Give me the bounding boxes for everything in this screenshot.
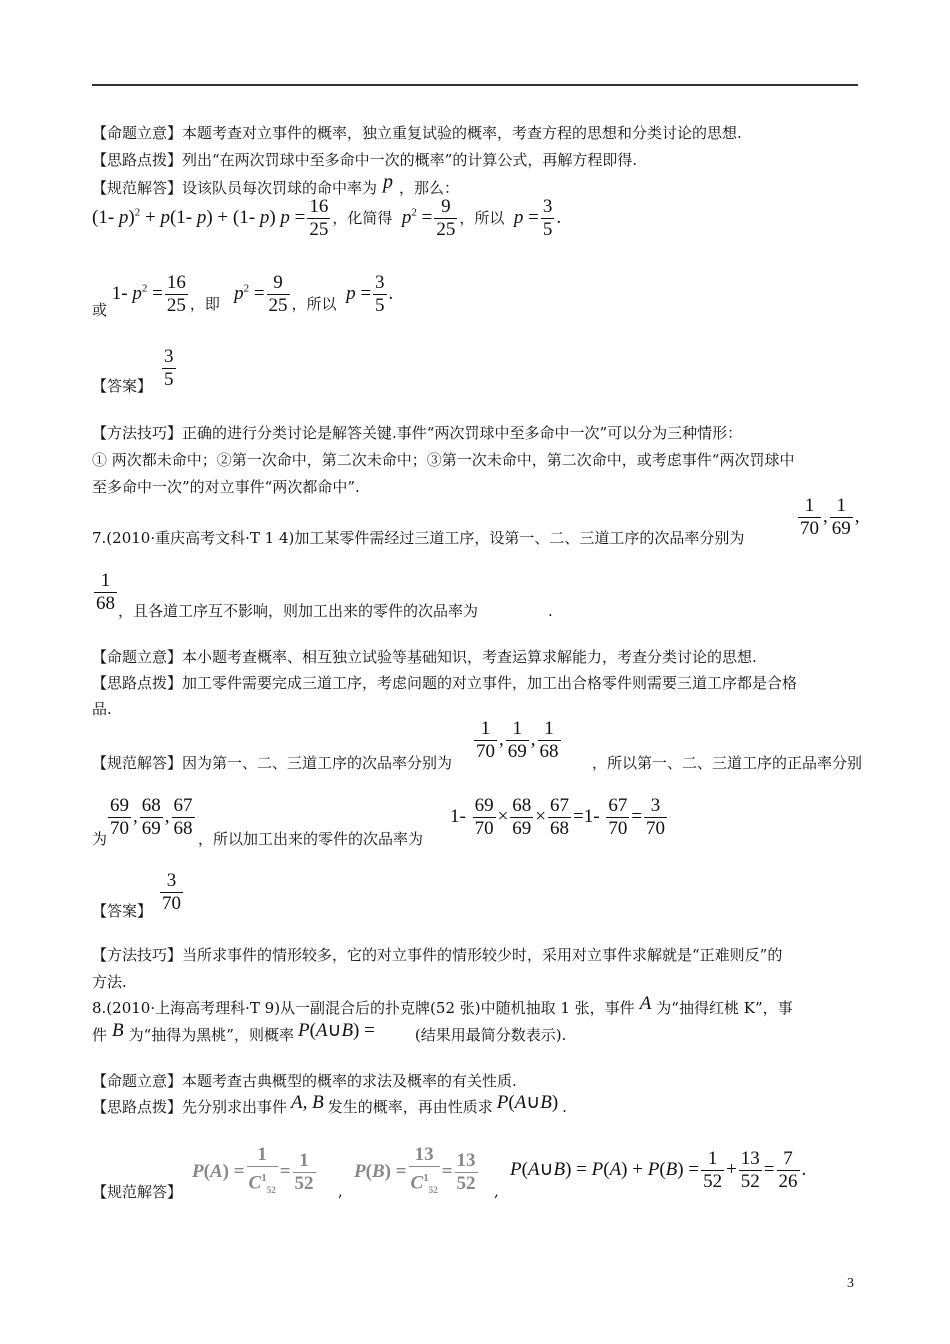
p6-guifan: 【规范解答】设该队员每次罚球的命中率为 p ，那么： [92,171,460,197]
p7-answer-value: 3 70 [162,870,181,914]
p6-fangfa: 【方法技巧】正确的进行分类讨论是解答关键.事件“两次罚球中至多命中一次”可以分为三种情形： [92,424,743,442]
header-rule [92,84,858,86]
p8-mingti: 【命题立意】本题考查古典概型的概率的求法及概率的有关性质. [92,1072,517,1090]
p7-question: 7.(2010·重庆高考文科·T 1 4)加工某零件需经过三道工序，设第一、二、三道工序的次品率分别为 [92,529,745,547]
p8-guifan: 【规范解答】 [92,1183,183,1201]
p7-question-fraction-3: $\frac{1}{68}$ [96,570,115,614]
p7-fangfa-2: 方法. [92,973,127,991]
p7-pass-rates: $\frac{69}{70}$ , $\frac{68}{69}$ , $\frac{67}{68}$ [110,795,193,839]
p7-answer-label: 【答案】 [92,902,153,920]
p8-prob-b: P(B) = $\frac{13}{C^1_{52}}$ = $\frac{13}{52}$ [354,1144,480,1201]
p8-prob-union: P(A∪B) = P(A) + P(B) = $\frac{1}{52}$ + $\frac{13}{52}$ = $\frac{7}{26}$ . [510,1148,807,1192]
p8-comma-2: , [494,1182,499,1200]
p8-prob-a: P(A) = $\frac{1}{C^1_{52}}$ = $\frac{1}{52}$ [192,1144,318,1201]
p7-silu-2: 品. [92,700,112,718]
p8-comma-1: , [338,1182,343,1200]
p8-silu: 【思路点拨】先分别求出事件 A, B 发生的概率，再由性质求 P(A∪B) . [92,1092,567,1116]
p6-silu: 【思路点拨】列出“在两次罚球中至多命中一次的概率”的计算公式，再解方程即得. [92,151,638,169]
p7-question-2: ，且各道工序互不影响，则加工出来的零件的次品率为 . [118,602,553,620]
page-number: 3 [847,1276,854,1291]
p7-question-fractions: $\frac{1}{70}$ , $\frac{1}{69}$ , [800,495,860,539]
p7-wei: 为 [92,830,108,848]
p7-silu: 【思路点拨】加工零件需要完成三道工序，考虑问题的对立事件，加工出合格零件则需要三道工序都是合格 [92,674,798,692]
p7-result-equation: 1- $\frac{69}{70}$ × $\frac{68}{69}$ × $\frac{67}{68}$ =1- $\frac{67}{70}$ = $\frac{3}{70}$ [450,795,666,839]
p7-fangfa: 【方法技巧】当所求事件的情形较多，它的对立事件的情形较少时，采用对立事件求解就是“正难则反”的 [92,946,783,964]
p6-answer-value: 3 5 [164,346,174,390]
p6-fangfa-2: ① 两次都未命中；②第一次命中，第二次未命中；③第一次未命中，第二次命中，或考虑事件“两次罚球中 [92,451,795,469]
p7-suoyi: ，所以加工出来的零件的次品率为 [198,830,424,848]
p6-fangfa-3: 至多命中一次”的对立事件“两次都命中”. [92,478,360,496]
p6-answer-label: 【答案】 [92,377,153,395]
p6-mingti: 【命题立意】本题考查对立事件的概率，独立重复试验的概率，考查方程的思想和分类讨论的思想. [92,124,742,142]
p8-question: 8.(2010·上海高考理科·T 9)从一副混合后的扑克牌(52 张)中随机抽取 1 张，事件 A 为“抽得红桃 K”，事 [92,993,793,1017]
p7-guifan: 【规范解答】因为第一、二、三道工序的次品率分别为 ，所以第一、二、三道工序的正品率分别 [92,754,863,772]
p6-equation-2: $_或$ 1- $p^2$ = $\frac{16}{25}$ $_{,即}$ $p^2$ = $\frac{9}{25}$ $_{,所以}$ p = $\frac{3}{5}$ . [92,272,394,319]
p7-mingti: 【命题立意】本小题考查概率、相互独立试验等基础知识，考查运算求解能力，考查分类讨论的思想. [92,648,757,666]
p6-equation-1: (1- p)$^2$ + p(1- p) + (1- p) p = $\frac{16}{25}$ ，化简得 $p^2$ = $\frac{9}{25}$ ，所以 p = $\frac{3}{5}$ . [92,196,562,240]
p8-question-2: 件 B 为“抽得为黑桃”，则概率 P(A∪B) = (结果用最简分数表示). [92,1020,567,1044]
p7-guifan-fractions: $\frac{1}{70}$ , $\frac{1}{69}$ , $\frac{1}{68}$ [476,718,559,762]
